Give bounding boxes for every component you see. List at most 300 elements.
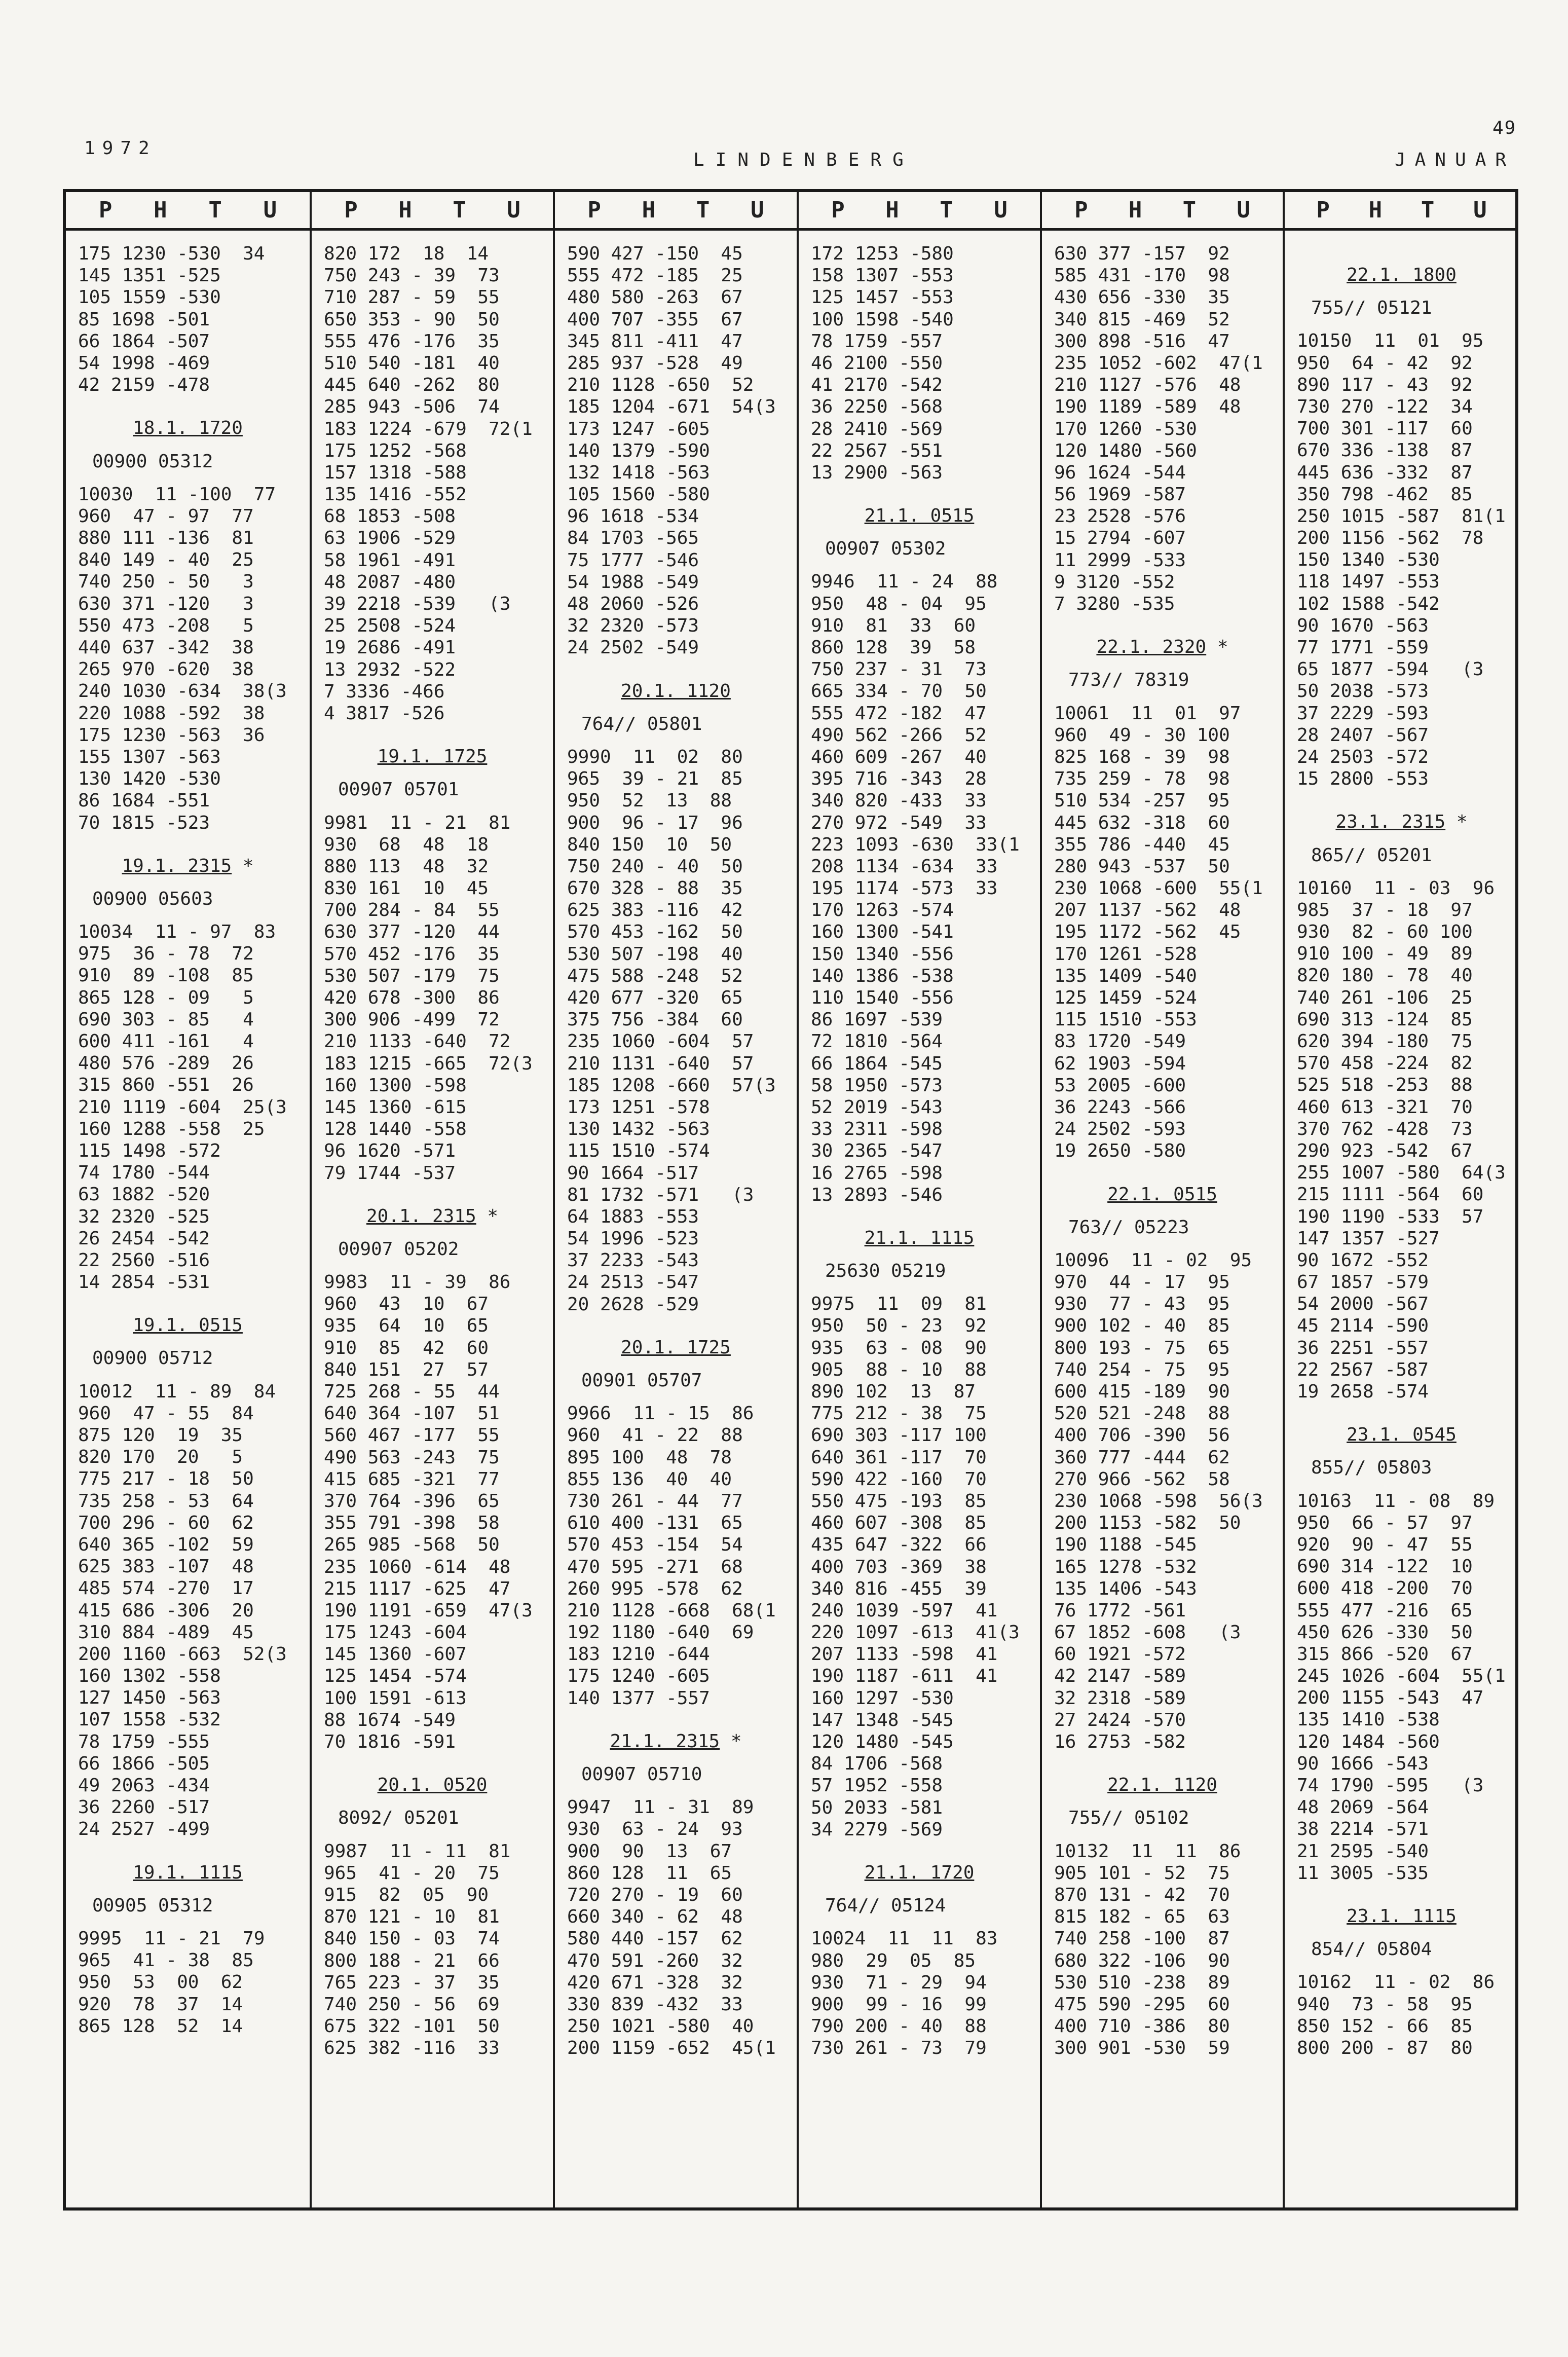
month-label: JANUAR: [1395, 150, 1516, 170]
column-header-label: T: [208, 197, 222, 223]
table-row: 235 1060 -604 57: [567, 1031, 754, 1052]
table-row: 340 820 -433 33: [811, 790, 987, 812]
table-row: 32 2318 -589: [1054, 1687, 1186, 1709]
table-row: 39 2218 -539 (3: [324, 594, 511, 614]
table-row: 120 1480 -545: [811, 1732, 954, 1752]
star-mark: *: [1445, 812, 1468, 833]
table-row: 22 2567 -551: [811, 440, 943, 461]
table-row: 445 640 -262 80: [324, 375, 500, 396]
table-row: 915 82 05 90: [324, 1884, 489, 1905]
table-row: 640 365 -102 59: [78, 1534, 254, 1555]
table-row: 24 2502 -593: [1054, 1119, 1186, 1140]
table-row: 100 1591 -613: [324, 1687, 467, 1709]
table-row: 570 453 -162 50: [567, 922, 743, 943]
table-row: 290 923 -542 67: [1297, 1140, 1473, 1161]
table-row: 910 100 - 49 89: [1297, 943, 1473, 965]
table-row: 590 422 -160 70: [811, 1468, 987, 1490]
table-row: 775 217 - 18 50: [78, 1468, 254, 1490]
table-row: 700 296 - 60 62: [78, 1512, 254, 1533]
table-row: 910 85 42 60: [324, 1337, 489, 1358]
page-number: 49: [1492, 118, 1517, 138]
column-header-label: P: [1316, 197, 1330, 223]
column-body: [1285, 243, 1518, 2065]
table-row: 300 901 -530 59: [1054, 2038, 1230, 2059]
table-row: 190 1191 -659 47(3: [324, 1600, 533, 1621]
table-row: 170 1261 -528: [1054, 943, 1197, 965]
table-row: 740 250 - 50 3: [78, 571, 254, 593]
table-row: 680 322 -106 90: [1054, 1950, 1230, 1971]
column-header-label: P: [344, 197, 358, 223]
table-row: 400 706 -390 56: [1054, 1425, 1230, 1446]
table-row: 800 188 - 21 66: [324, 1950, 500, 1971]
table-row: 710 287 - 59 55: [324, 287, 500, 308]
table-row: 10030 11 -100 77: [78, 484, 276, 505]
sounding-block: [1285, 264, 1518, 790]
table-row: 185 1208 -660 57(3: [567, 1075, 776, 1096]
table-row: 950 66 - 57 97: [1297, 1512, 1473, 1533]
table-row: 86 1697 -539: [811, 1009, 943, 1030]
table-row: 50 2038 -573: [1297, 681, 1429, 702]
table-row: 96 1618 -534: [567, 506, 699, 527]
sounding-ref: 25630 05219: [825, 1261, 946, 1282]
table-row: 370 762 -428 73: [1297, 1118, 1473, 1139]
sounding-title: 22.1. 0515: [1107, 1184, 1217, 1205]
table-row: 76 1772 -561: [1054, 1600, 1186, 1621]
table-row: 530 507 -179 75: [324, 965, 500, 986]
table-row: 66 1864 -507: [78, 330, 210, 352]
table-row: 46 2100 -550: [811, 352, 943, 374]
sounding-table: [63, 189, 1518, 2211]
table-row: 640 361 -117 70: [811, 1447, 987, 1468]
table-row: 460 607 -308 85: [811, 1513, 987, 1534]
table-row: 4 3817 -526: [324, 703, 445, 724]
column-body: [555, 243, 797, 2065]
table-row: 13 2900 -563: [811, 462, 943, 483]
table-row: 240 1030 -634 38(3: [78, 681, 287, 702]
table-row: 330 839 -432 33: [567, 1994, 743, 2015]
star-mark: *: [1206, 637, 1228, 658]
table-row: 135 1409 -540: [1054, 965, 1197, 986]
table-row: 520 521 -248 88: [1054, 1403, 1230, 1424]
sounding-title: 21.1. 2315 *: [610, 1730, 742, 1752]
star-mark: *: [720, 1730, 742, 1752]
table-row: 210 1128 -650 52: [567, 375, 754, 396]
table-row: 173 1247 -605: [567, 418, 710, 439]
table-row: 620 394 -180 75: [1297, 1031, 1473, 1052]
sounding-block: [799, 243, 1040, 484]
table-row: 440 637 -342 38: [78, 637, 254, 658]
table-row: 145 1360 -615: [324, 1096, 467, 1118]
table-row: 245 1026 -604 55(1: [1297, 1666, 1506, 1687]
column-header-label: H: [154, 197, 167, 223]
table-row: 200 1156 -562 78: [1297, 528, 1484, 549]
table-row: 183 1215 -665 72(3: [324, 1053, 533, 1074]
table-row: 63 1882 -520: [78, 1184, 210, 1205]
table-row: 725 268 - 55 44: [324, 1381, 500, 1402]
column-header: [799, 192, 1040, 231]
table-row: 920 90 - 47 55: [1297, 1534, 1473, 1555]
table-row: 895 100 48 78: [567, 1447, 732, 1468]
table-row: 200 1160 -663 52(3: [78, 1643, 287, 1665]
table-row: 190 1188 -545: [1054, 1534, 1197, 1556]
table-row: 22 2567 -587: [1297, 1359, 1429, 1380]
table-row: 930 82 - 60 100: [1297, 922, 1473, 943]
table-row: 480 580 -263 67: [567, 287, 743, 308]
table-row: 28 2407 -567: [1297, 724, 1429, 746]
column-header-label: T: [1182, 197, 1197, 223]
table-row: 215 1111 -564 60: [1297, 1184, 1484, 1205]
column-header-label: H: [642, 197, 656, 223]
table-row: 510 540 -181 40: [324, 352, 500, 374]
table-row: 195 1174 -573 33: [811, 878, 998, 899]
table-row: 960 41 - 22 88: [567, 1425, 743, 1446]
table-row: 530 507 -198 40: [567, 943, 743, 965]
table-row: 625 382 -116 33: [324, 2038, 500, 2059]
table-row: 63 1906 -529: [324, 528, 456, 549]
column-header-label: H: [1368, 197, 1383, 223]
table-row: 475 590 -295 60: [1054, 1994, 1230, 2015]
table-row: 930 63 - 24 93: [567, 1819, 743, 1840]
table-row: 250 1021 -580 40: [567, 2016, 754, 2037]
table-row: 490 563 -243 75: [324, 1447, 500, 1468]
table-row: 570 458 -224 82: [1297, 1053, 1473, 1074]
table-row: 825 168 - 39 98: [1054, 746, 1230, 767]
column-header: [555, 192, 797, 231]
table-row: 32 2320 -573: [567, 615, 699, 637]
table-row: 11 3005 -535: [1297, 1862, 1429, 1884]
column-header-label: U: [263, 197, 277, 223]
table-row: 370 764 -396 65: [324, 1490, 500, 1512]
table-row: 910 81 33 60: [811, 615, 976, 636]
table-row: 965 41 - 38 85: [78, 1950, 254, 1971]
table-row: 950 53 00 62: [78, 1972, 243, 1993]
table-row: 870 121 - 10 81: [324, 1906, 500, 1928]
column-header-label: H: [885, 197, 899, 223]
table-row: 840 149 - 40 25: [78, 549, 254, 571]
sounding-block: [312, 1774, 553, 2059]
table-row: 240 1039 -597 41: [811, 1600, 998, 1621]
table-row: 36 2251 -557: [1297, 1337, 1429, 1358]
column-header-label: P: [1074, 197, 1088, 223]
table-row: 45 2114 -590: [1297, 1315, 1429, 1337]
column-body: [66, 243, 310, 2043]
table-row: 34 2279 -569: [811, 1819, 943, 1840]
table-row: 265 970 -620 38: [78, 659, 254, 680]
sounding-ref: 00907 05302: [825, 538, 946, 560]
table-row: 460 609 -267 40: [811, 746, 987, 767]
table-row: 147 1357 -527: [1297, 1228, 1440, 1249]
table-row: 68 1853 -508: [324, 506, 456, 527]
table-row: 215 1117 -625 47: [324, 1578, 511, 1599]
table-row: 400 703 -369 38: [811, 1556, 987, 1577]
table-row: 90 1672 -552: [1297, 1249, 1429, 1271]
table-row: 580 440 -157 62: [567, 1928, 743, 1949]
table-row: 750 243 - 39 73: [324, 265, 500, 286]
table-row: 30 2365 -547: [811, 1140, 943, 1162]
table-row: 660 340 - 62 48: [567, 1906, 743, 1928]
table-row: 183 1210 -644: [567, 1644, 710, 1665]
table-row: 62 1903 -594: [1054, 1053, 1186, 1074]
table-row: 135 1406 -543: [1054, 1578, 1197, 1599]
sounding-title: 21.1. 0515: [864, 505, 975, 527]
sounding-title: 18.1. 1720: [133, 418, 243, 439]
sounding-title: 20.1. 1120: [621, 680, 731, 702]
table-row: 950 64 - 42 92: [1297, 352, 1473, 374]
table-row: 485 574 -270 17: [78, 1578, 254, 1599]
sounding-title: 22.1. 2320 *: [1096, 637, 1228, 658]
column-header: [312, 192, 553, 231]
table-row: 690 303 -117 100: [811, 1425, 987, 1446]
table-row: 58 1950 -573: [811, 1075, 943, 1096]
table-row: 935 64 10 65: [324, 1315, 489, 1337]
table-row: 820 180 - 78 40: [1297, 965, 1473, 986]
table-row: 165 1278 -532: [1054, 1556, 1197, 1577]
table-row: 950 48 - 04 95: [811, 593, 987, 614]
table-row: 420 678 -300 86: [324, 987, 500, 1008]
table-row: 890 102 13 87: [811, 1381, 976, 1402]
table-row: 940 73 - 58 95: [1297, 1994, 1473, 2015]
table-row: 81 1732 -571 (3: [567, 1184, 754, 1205]
sounding-ref: 764// 05801: [581, 713, 702, 734]
table-row: 147 1348 -545: [811, 1709, 954, 1730]
table-row: 173 1251 -578: [567, 1096, 710, 1118]
table-row: 235 1060 -614 48: [324, 1556, 511, 1577]
table-row: 625 383 -107 48: [78, 1556, 254, 1577]
table-row: 980 29 05 85: [811, 1950, 976, 1971]
column-header-label: P: [587, 197, 601, 223]
table-row: 600 411 -161 4: [78, 1031, 254, 1052]
table-row: 160 1302 -558: [78, 1666, 221, 1687]
sounding-block: [555, 243, 797, 659]
table-row: 9990 11 02 80: [567, 746, 743, 767]
table-row: 340 815 -469 52: [1054, 309, 1230, 330]
table-row: 510 534 -257 95: [1054, 790, 1230, 812]
table-row: 740 258 -100 87: [1054, 1928, 1230, 1949]
table-row: 9995 11 - 21 79: [78, 1928, 265, 1949]
table-row: 445 636 -332 87: [1297, 462, 1473, 483]
table-row: 870 131 - 42 70: [1054, 1884, 1230, 1905]
table-row: 88 1674 -549: [324, 1709, 456, 1730]
column-header-label: U: [1473, 197, 1487, 223]
table-row: 150 1340 -556: [811, 943, 954, 965]
table-row: 735 258 - 53 64: [78, 1490, 254, 1512]
table-row: 270 966 -562 58: [1054, 1468, 1230, 1490]
table-row: 800 193 - 75 65: [1054, 1337, 1230, 1358]
table-row: 590 427 -150 45: [567, 243, 743, 264]
table-row: 9946 11 - 24 88: [811, 571, 998, 593]
table-row: 36 2243 -566: [1054, 1096, 1186, 1118]
sounding-ref: 755// 05121: [1311, 298, 1432, 319]
table-row: 720 270 - 19 60: [567, 1884, 743, 1905]
table-row: 120 1480 -560: [1054, 440, 1197, 461]
table-row: 118 1497 -553: [1297, 571, 1440, 593]
station-title: LINDENBERG: [693, 150, 915, 170]
sounding-block: [799, 505, 1040, 1206]
table-row: 235 1052 -602 47(1: [1054, 352, 1263, 374]
table-row: 260 995 -578 62: [567, 1578, 743, 1599]
table-row: 220 1097 -613 41(3: [811, 1622, 1020, 1643]
table-row: 880 113 48 32: [324, 856, 489, 877]
table-row: 310 884 -489 45: [78, 1622, 254, 1643]
table-row: 37 2233 -543: [567, 1250, 699, 1271]
table-row: 375 756 -384 60: [567, 1009, 743, 1030]
table-row: 86 1684 -551: [78, 790, 210, 812]
sounding-title: 22.1. 1120: [1107, 1775, 1217, 1796]
column-header: [1285, 192, 1518, 231]
sounding-ref: 00900 05712: [92, 1348, 213, 1369]
sounding-ref: 865// 05201: [1311, 844, 1432, 866]
table-row: 9966 11 - 15 86: [567, 1403, 754, 1424]
table-row: 665 334 - 70 50: [811, 681, 987, 702]
table-row: 570 452 -176 35: [324, 943, 500, 965]
sounding-ref: 764// 05124: [825, 1895, 946, 1917]
table-row: 36 2260 -517: [78, 1797, 210, 1818]
table-row: 15 2800 -553: [1297, 768, 1429, 790]
sounding-ref: 00900 05603: [92, 888, 213, 909]
sounding-title: 21.1. 1115: [864, 1227, 975, 1248]
table-row: 27 2424 -570: [1054, 1709, 1186, 1730]
table-row: 16 2753 -582: [1054, 1732, 1186, 1752]
table-row: 285 937 -528 49: [567, 352, 743, 374]
table-row: 125 1457 -553: [811, 287, 954, 308]
column-body: [312, 243, 553, 2065]
table-row: 33 2311 -598: [811, 1119, 943, 1140]
table-row: 15 2794 -607: [1054, 528, 1186, 549]
table-row: 54 1996 -523: [567, 1228, 699, 1249]
table-row: 77 1771 -559: [1297, 637, 1429, 658]
table-row: 200 1153 -582 50: [1054, 1513, 1241, 1534]
table-row: 210 1131 -640 57: [567, 1053, 754, 1074]
table-row: 285 943 -506 74: [324, 396, 500, 418]
column-header-label: P: [831, 197, 845, 223]
table-row: 210 1133 -640 72: [324, 1031, 511, 1052]
table-row: 360 777 -444 62: [1054, 1447, 1230, 1468]
table-row: 905 101 - 52 75: [1054, 1862, 1230, 1884]
table-row: 840 150 10 50: [567, 834, 732, 855]
sounding-ref: 00901 05707: [581, 1370, 702, 1391]
table-row: 83 1720 -549: [1054, 1031, 1186, 1052]
table-row: 90 1664 -517: [567, 1162, 699, 1184]
table-row: 52 2019 -543: [811, 1096, 943, 1118]
table-row: 84 1703 -565: [567, 528, 699, 549]
table-row: 430 656 -330 35: [1054, 287, 1230, 308]
table-row: 38 2214 -571: [1297, 1819, 1429, 1840]
table-row: 350 798 -462 85: [1297, 484, 1473, 505]
table-row: 11 2999 -533: [1054, 549, 1186, 571]
table-row: 10163 11 - 08 89: [1297, 1490, 1495, 1512]
table-row: 172 1253 -580: [811, 243, 954, 264]
table-row: 22 2560 -516: [78, 1249, 210, 1271]
table-row: 72 1810 -564: [811, 1031, 943, 1052]
table-row: 78 1759 -555: [78, 1731, 210, 1752]
table-row: 208 1134 -634 33: [811, 856, 998, 877]
table-row: 135 1410 -538: [1297, 1709, 1440, 1730]
table-row: 26 2454 -542: [78, 1228, 210, 1249]
table-row: 70 1815 -523: [78, 812, 210, 833]
table-row: 470 595 -271 68: [567, 1556, 743, 1577]
table-row: 750 237 - 31 73: [811, 659, 987, 680]
sounding-block: [1285, 811, 1518, 1403]
table-row: 13 2893 -546: [811, 1184, 943, 1205]
table-row: 130 1432 -563: [567, 1119, 710, 1140]
table-row: 840 150 - 03 74: [324, 1928, 500, 1949]
table-row: 630 371 -120 3: [78, 593, 254, 614]
table-row: 600 415 -189 90: [1054, 1381, 1230, 1402]
table-row: 195 1172 -562 45: [1054, 922, 1241, 943]
table-row: 140 1377 -557: [567, 1687, 710, 1709]
table-row: 960 43 10 67: [324, 1294, 489, 1315]
sounding-block: [1042, 1774, 1283, 2059]
table-row: 42 2147 -589: [1054, 1666, 1186, 1687]
table-row: 170 1260 -530: [1054, 418, 1197, 439]
table-row: 400 707 -355 67: [567, 309, 743, 330]
table-row: 9 3120 -552: [1054, 571, 1175, 593]
table-row: 445 632 -318 60: [1054, 812, 1230, 833]
table-row: 107 1558 -532: [78, 1709, 221, 1730]
table-row: 223 1093 -630 33(1: [811, 834, 1020, 855]
table-row: 600 418 -200 70: [1297, 1578, 1473, 1599]
table-row: 490 562 -266 52: [811, 724, 987, 746]
table-row: 560 467 -177 55: [324, 1425, 500, 1446]
table-row: 48 2069 -564: [1297, 1797, 1429, 1818]
table-row: 105 1560 -580: [567, 484, 710, 505]
table-row: 145 1360 -607: [324, 1644, 467, 1665]
table-row: 79 1744 -537: [324, 1162, 456, 1184]
table-row: 670 336 -138 87: [1297, 440, 1473, 461]
sounding-block: [555, 1730, 797, 2059]
table-row: 820 172 18 14: [324, 243, 489, 264]
table-row: 900 90 13 67: [567, 1840, 732, 1862]
table-row: 41 2170 -542: [811, 375, 943, 396]
table-row: 64 1883 -553: [567, 1206, 699, 1227]
table-row: 355 791 -398 58: [324, 1513, 500, 1534]
table-row: 36 2250 -568: [811, 396, 943, 418]
table-row: 50 2033 -581: [811, 1797, 943, 1818]
table-row: 395 716 -343 28: [811, 768, 987, 790]
table-row: 60 1921 -572: [1054, 1644, 1186, 1665]
sounding-title: 21.1. 1720: [864, 1862, 975, 1883]
table-row: 74 1790 -595 (3: [1297, 1775, 1484, 1796]
table-row: 730 261 - 44 77: [567, 1490, 743, 1512]
table-row: 910 89 -108 85: [78, 965, 254, 986]
table-column: [1040, 192, 1283, 2207]
sounding-block: [1042, 243, 1283, 615]
sounding-block: [66, 1862, 310, 2037]
table-row: 158 1307 -553: [811, 265, 954, 286]
table-row: 750 240 - 40 50: [567, 856, 743, 877]
table-row: 155 1307 -563: [78, 746, 221, 767]
table-row: 19 2658 -574: [1297, 1381, 1429, 1402]
table-row: 120 1484 -560: [1297, 1731, 1440, 1752]
sounding-title: 23.1. 2315 *: [1335, 812, 1468, 833]
sounding-ref: 755// 05102: [1068, 1808, 1189, 1829]
table-row: 49 2063 -434: [78, 1775, 210, 1796]
table-row: 140 1379 -590: [567, 440, 710, 461]
table-row: 690 313 -124 85: [1297, 1009, 1473, 1030]
table-row: 56 1969 -587: [1054, 484, 1186, 505]
table-row: 10132 11 11 86: [1054, 1840, 1241, 1862]
table-row: 740 250 - 56 69: [324, 1994, 500, 2015]
sounding-block: [555, 1337, 797, 1709]
table-row: 7 3336 -466: [324, 681, 445, 702]
table-row: 670 328 - 88 35: [567, 878, 743, 899]
table-row: 10061 11 01 97: [1054, 703, 1241, 724]
sounding-block: [66, 1314, 310, 1840]
table-row: 555 477 -216 65: [1297, 1600, 1473, 1621]
table-row: 16 2765 -598: [811, 1162, 943, 1184]
table-row: 530 510 -238 89: [1054, 1972, 1230, 1993]
table-row: 160 1297 -530: [811, 1687, 954, 1709]
